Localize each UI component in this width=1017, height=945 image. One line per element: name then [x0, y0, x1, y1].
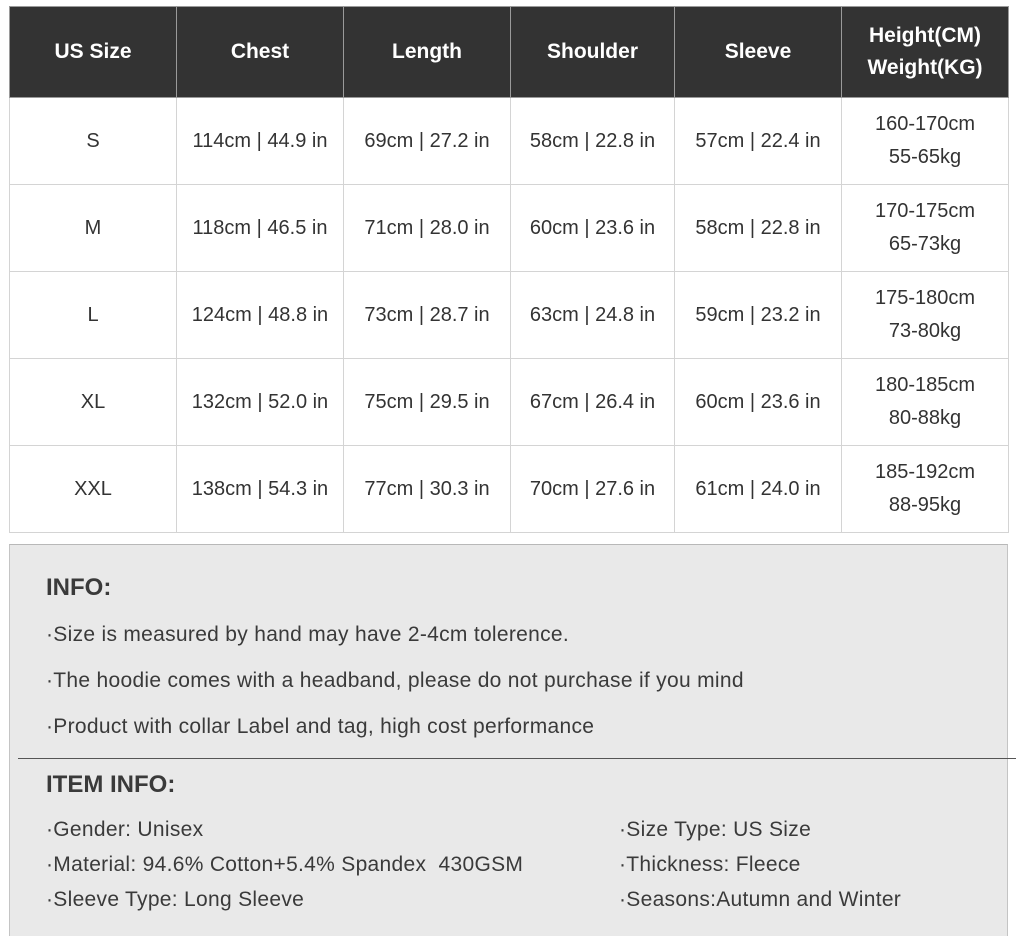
header-height-weight	[842, 7, 1009, 98]
cell-size: S	[10, 98, 177, 185]
cell-weight: 55-65kg	[888, 146, 962, 168]
cell-height-weight	[842, 446, 1009, 533]
header-length: Length	[344, 7, 511, 98]
table-row	[10, 98, 1009, 185]
table-header-row	[10, 7, 1009, 98]
cell-weight: 65-73kg	[888, 233, 962, 255]
header-us-size: US Size	[10, 7, 177, 98]
item-attribute: ·Size Type: US Size	[619, 818, 812, 841]
cell-length: 71cm | 28.0 in	[344, 185, 511, 272]
header-shoulder: Shoulder	[511, 7, 675, 98]
item-attribute: ·Sleeve Type: Long Sleeve	[46, 888, 305, 911]
cell-weight: 88-95kg	[888, 494, 962, 516]
item-attribute: ·Thickness: Fleece	[619, 853, 801, 876]
cell-sleeve: 61cm | 24.0 in	[675, 446, 842, 533]
cell-height: 175-180cm	[874, 287, 976, 309]
cell-length: 75cm | 29.5 in	[344, 359, 511, 446]
cell-length: 69cm | 27.2 in	[344, 98, 511, 185]
cell-chest: 138cm | 54.3 in	[177, 446, 344, 533]
cell-sleeve: 57cm | 22.4 in	[675, 98, 842, 185]
cell-height-weight	[842, 98, 1009, 185]
cell-shoulder: 63cm | 24.8 in	[511, 272, 675, 359]
cell-size: L	[10, 272, 177, 359]
header-chest: Chest	[177, 7, 344, 98]
cell-chest: 124cm | 48.8 in	[177, 272, 344, 359]
cell-height: 160-170cm	[874, 113, 976, 135]
info-line: ·Product with collar Label and tag, high cost performance	[46, 715, 595, 738]
cell-length: 77cm | 30.3 in	[344, 446, 511, 533]
item-attribute: ·Material: 94.6% Cotton+5.4% Spandex 430GSM	[46, 853, 524, 876]
cell-sleeve: 59cm | 23.2 in	[675, 272, 842, 359]
cell-size: XXL	[10, 446, 177, 533]
cell-weight: 80-88kg	[888, 407, 962, 429]
cell-height-weight	[842, 359, 1009, 446]
table-row	[10, 272, 1009, 359]
cell-chest: 132cm | 52.0 in	[177, 359, 344, 446]
cell-weight: 73-80kg	[888, 320, 962, 342]
table-row	[10, 185, 1009, 272]
info-line: ·The hoodie comes with a headband, please do not purchase if you mind	[46, 669, 744, 692]
cell-shoulder: 70cm | 27.6 in	[511, 446, 675, 533]
info-panel	[9, 544, 1008, 936]
section-divider	[18, 758, 1016, 759]
table-row	[10, 446, 1009, 533]
table-row	[10, 359, 1009, 446]
cell-height-weight	[842, 185, 1009, 272]
cell-chest: 118cm | 46.5 in	[177, 185, 344, 272]
cell-height: 180-185cm	[874, 374, 976, 396]
cell-height-weight	[842, 272, 1009, 359]
size-chart-table	[9, 6, 1009, 533]
cell-shoulder: 58cm | 22.8 in	[511, 98, 675, 185]
cell-height: 170-175cm	[874, 200, 976, 222]
header-height-label: Height(CM)	[869, 24, 981, 47]
info-title: INFO:	[46, 574, 112, 601]
cell-height: 185-192cm	[874, 461, 976, 483]
item-attribute: ·Gender: Unisex	[46, 818, 204, 841]
header-sleeve: Sleeve	[675, 7, 842, 98]
cell-shoulder: 67cm | 26.4 in	[511, 359, 675, 446]
item-attribute: ·Seasons:Autumn and Winter	[619, 888, 902, 911]
header-weight-label: Weight(KG)	[867, 56, 983, 79]
cell-size: M	[10, 185, 177, 272]
item-info-title: ITEM INFO:	[46, 771, 176, 798]
cell-length: 73cm | 28.7 in	[344, 272, 511, 359]
cell-chest: 114cm | 44.9 in	[177, 98, 344, 185]
cell-sleeve: 60cm | 23.6 in	[675, 359, 842, 446]
info-line: ·Size is measured by hand may have 2-4cm tolerence.	[46, 623, 570, 646]
cell-sleeve: 58cm | 22.8 in	[675, 185, 842, 272]
cell-shoulder: 60cm | 23.6 in	[511, 185, 675, 272]
cell-size: XL	[10, 359, 177, 446]
